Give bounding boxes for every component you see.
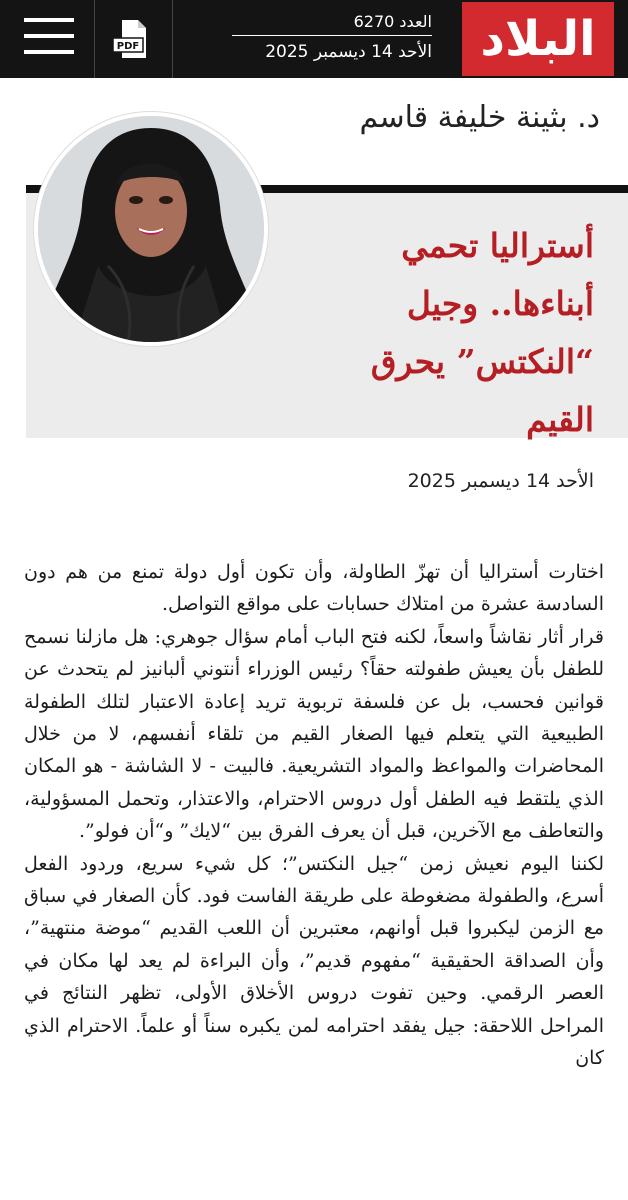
site-logo[interactable] [462,2,614,76]
pdf-button[interactable] [110,16,156,62]
issue-info [232,12,432,62]
issue-date: الأحد 14 ديسمبر 2025 [265,42,432,62]
author-photo [38,116,264,342]
hamburger-menu-icon [24,18,74,22]
paragraph: اختارت أستراليا أن تهزّ الطاولة، وأن تكون أول دولة تمنع من هم دون السادسة عشرة من امتلاك حسابات على مواقع التواصل. [24,561,604,616]
article-body [24,556,604,1075]
top-bar [0,0,628,78]
issue-number: العدد 6270 [232,12,432,36]
hamburger-line [24,34,74,38]
divider [172,0,173,78]
divider [94,0,95,78]
logo-text: البلاد [480,11,596,67]
author-name[interactable]: د. بثينة خليفة قاسم [359,100,600,135]
pdf-file-icon [110,16,156,62]
paragraph: لكننا اليوم نعيش زمن “جيل النكتس”؛ كل شيء سريع، وردود الفعل أسرع، والطفولة مضغوطة على طريقة الفاست فود. كأن الصغار في سباق مع الزمن ليكبروا قبل أوانهم، معتبرين أن اللعب القديم “موضة منتهية”، وأن الصداقة الحقيقية “مفهوم قديم”، وأن البراءة لم يعد لها مكان في العصر الرقمي. وحين تفوت دروس الأخلاق الأولى، تظهر النتائج في المراحل اللاحقة: جيل يفقد احترامه لمن يكبره سناً أو علماً. الاحترام الذي كان [24,852,604,1070]
article-date: الأحد 14 ديسمبر 2025 [407,470,594,492]
paragraph: قرار أثار نقاشاً واسعاً، لكنه فتح الباب أمام سؤال جوهري: هل مازلنا نسمح للطفل بأن يعيش طفولته حقاً؟ رئيس الوزراء أنتوني ألبانيز لم يتحدث عن قوانين فحسب، بل عن فلسفة تربوية تريد إعادة الاعتبار لتلك الطفولة الطبيعية التي يتعلم فيها الصغار القيم من تلقاء أنفسهم، لا من خلال المحاضرات والمواعظ والمواد التشريعية. فالبيت - لا الشاشة - هو المكان الذي يلتقط فيه الطفل أول دروس الاحترام، والاعتذار، وتحمل المسؤولية، والتعاطف مع الآخرين، قبل أن يعرف الفرق بين “لايك” و“أن فولو”. [24,625,604,843]
svg-text:PDF: PDF [116,41,140,52]
author-avatar [34,112,268,346]
menu-button[interactable] [24,18,76,58]
article-headline: أستراليا تحمي أبناءها.. وجيل “النكتس” يحرق القيم [370,226,594,439]
hamburger-line [24,50,74,54]
